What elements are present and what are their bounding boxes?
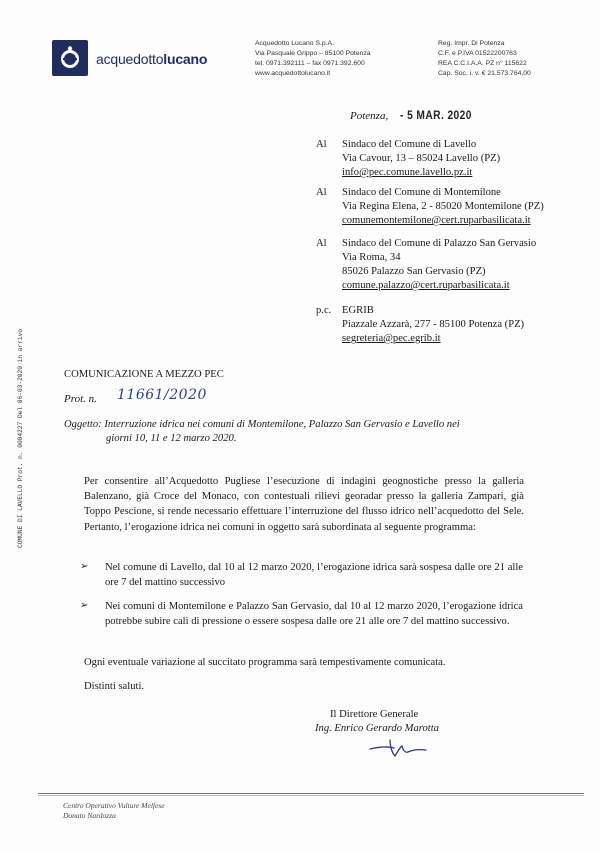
- recipient-palazzo: Al Sindaco del Comune di Palazzo San Gervasio Via Roma, 34 85026 Palazzo San Gervasio (PZ) comune.palazzo@cert.ruparbasilicata.it: [316, 238, 537, 291]
- arrow-bullet-icon: ➢: [80, 600, 89, 611]
- signer-name: Ing. Enrico Gerardo Marotta: [315, 723, 439, 734]
- recipient-email[interactable]: segreteria@pec.egrib.it: [342, 333, 441, 344]
- recipient-email[interactable]: comunemontemilone@cert.ruparbasilicata.it: [342, 215, 531, 226]
- protocol-handwritten-number: 11661/2020: [117, 387, 207, 403]
- company-address-block: Acquedotto Lucano S.p.A. Via Pasquale Grippo – 85100 Potenza tel. 0971.392111 – fax 0971.392.600 www.acquedottolucano.it: [255, 40, 371, 77]
- signer-title: Il Direttore Generale: [330, 709, 419, 720]
- closing-salutation: Distinti saluti.: [84, 681, 145, 692]
- handwritten-signature: [368, 737, 428, 759]
- recipient-prefix: Al: [316, 139, 327, 150]
- body-paragraph: Ogni eventuale variazione al succitato programma sarà tempestivamente comunicata.: [84, 657, 446, 668]
- company-logo: [52, 40, 88, 76]
- protocol-side-stamp: COMUNE DI LAVELLO Prot. n. 0004227 Del 06-03-2020 in arrivo: [17, 328, 24, 548]
- arrow-bullet-icon: ➢: [80, 561, 89, 572]
- logo-drop-icon: [56, 44, 84, 72]
- recipient-email[interactable]: comune.palazzo@cert.ruparbasilicata.it: [342, 280, 510, 291]
- subject-line2: giorni 10, 11 e 12 marzo 2020.: [106, 433, 237, 444]
- company-registration-block: Reg. Impr. Di Potenza C.F. e P.IVA 01522200763 REA C.C.I.A.A. PZ n° 115622 Cap. Soc. i. v. € 21.573.764,00: [438, 40, 531, 77]
- recipient-prefix: Al: [316, 187, 327, 198]
- recipient-prefix: Al: [316, 238, 327, 249]
- recipient-email[interactable]: info@pec.comune.lavello.pz.it: [342, 167, 473, 178]
- body-paragraph: Per consentire all’Acquedotto Pugliese l’esecuzione di indagini geognostiche presso la galleria Balenzano, già Croce del Monaco, con contestuali rilievi georadar presso la galleria Zampari, già Toppo Pescione, si rende necessario effettuare l’interruzione del flusso idrico nell’acquedotto del Sele. Pertanto, l’erogazione idrica nei comuni in oggetto sarà subordinata al seguente programma:: [84, 476, 524, 533]
- protocol-label: Prot. n.: [64, 393, 97, 405]
- subject: [64, 418, 534, 446]
- recipient-egrib: p.c. EGRIB Piazzale Azzarà, 277 - 85100 Potenza (PZ) segreteria@pec.egrib.it: [316, 305, 525, 344]
- recipient-montemilone: Al Sindaco del Comune di Montemilone Via Regina Elena, 2 - 85020 Montemilone (PZ) comunemontemilone@cert.ruparbasilicata.it: [316, 187, 544, 226]
- bullet-item: Nel comune di Lavello, dal 10 al 12 marzo 2020, l’erogazione idrica sarà sospesa dalle ore 21 alle ore 7 del mattino successivo: [105, 562, 523, 589]
- communication-mode: COMUNICAZIONE A MEZZO PEC: [64, 369, 224, 380]
- date-stamp: - 5 MAR. 2020: [400, 108, 472, 122]
- footer-note: Centro Operativo Vulture Melfese Donato Nardozza: [63, 801, 165, 820]
- recipient-lavello: Al Sindaco del Comune di Lavello Via Cavour, 13 – 85024 Lavello (PZ) info@pec.comune.lavello.pz.it: [316, 139, 501, 178]
- subject-line1: Interruzione idrica nei comuni di Montemilone, Palazzo San Gervasio e Lavello nei: [104, 419, 460, 430]
- footer-divider: [38, 793, 584, 794]
- footer-divider: [38, 795, 584, 796]
- date-place: Potenza,: [350, 110, 389, 122]
- recipient-prefix: p.c.: [316, 305, 332, 316]
- bullet-item: Nei comuni di Montemilone e Palazzo San Gervasio, dal 10 al 12 marzo 2020, l’erogazione idrica potrebbe subire cali di pressione o essere sospesa dalle ore 21 alle ore 7 del mattino successivo.: [105, 601, 523, 628]
- subject-label: Oggetto:: [64, 419, 102, 430]
- brand-name: acquedottolucano: [96, 51, 208, 67]
